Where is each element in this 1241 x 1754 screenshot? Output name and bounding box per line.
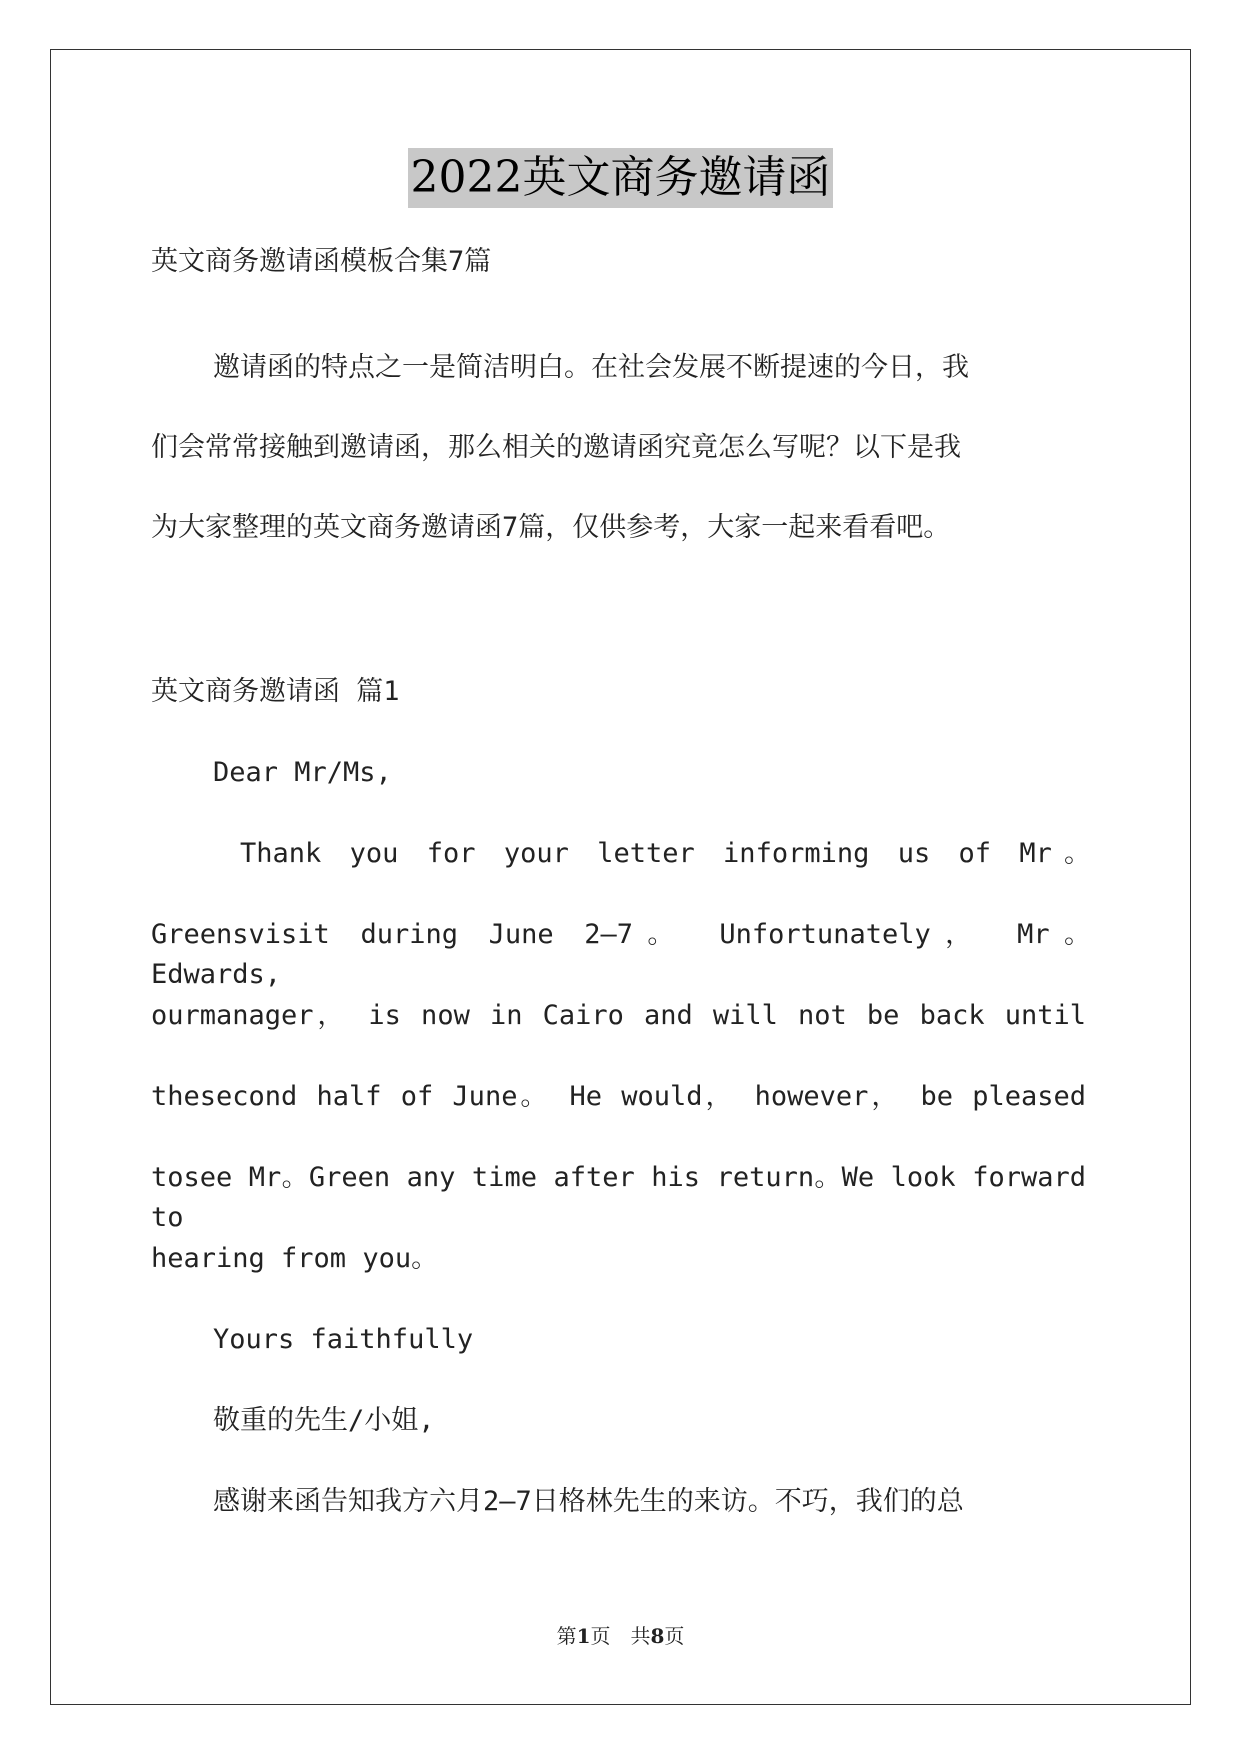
closing: Yours faithfully (213, 1324, 474, 1355)
page-footer (0, 1620, 1241, 1649)
document-title: 2022英文商务邀请函 (408, 148, 834, 208)
title-container (0, 148, 1241, 208)
greeting: Dear Mr/Ms, (213, 757, 392, 788)
footer-total-pages: 8 (650, 1624, 665, 1648)
section-heading: 英文商务邀请函 篇1 (151, 676, 400, 707)
cn-greeting: 敬重的先生/小姐, (213, 1405, 435, 1436)
page-border (50, 49, 1191, 1705)
footer-suffix: 页 (664, 1624, 685, 1648)
subtitle: 英文商务邀请函模板合集7篇 (151, 246, 492, 277)
body-line-5: tosee Mr。Green any time after his return。We look forward to (151, 1162, 1086, 1233)
cn-body-line: 感谢来函告知我方六月2—7日格林先生的来访。不巧，我们的总 (213, 1486, 964, 1517)
footer-mid: 页 共 (590, 1624, 651, 1648)
body-line-2: Greensvisit during June 2—7。 Unfortunately， Mr。 Edwards, (151, 919, 1091, 990)
body-line-4: thesecond half of June。 He would， however， be pleased (151, 1081, 1086, 1112)
intro-line-1: 邀请函的特点之一是简洁明白。在社会发展不断提速的今日，我 (213, 352, 969, 383)
body-line-1: Thank you for your letter informing us of Mr。 (240, 838, 1091, 869)
footer-page-number: 1 (576, 1624, 591, 1648)
body-line-6: hearing from you。 (151, 1243, 439, 1274)
body-line-3: ourmanager， is now in Cairo and will not be back until (151, 1000, 1086, 1031)
footer-prefix: 第 (556, 1624, 577, 1648)
intro-line-2: 们会常常接触到邀请函，那么相关的邀请函究竟怎么写呢？以下是我 (151, 432, 961, 463)
intro-line-3: 为大家整理的英文商务邀请函7篇，仅供参考，大家一起来看看吧。 (151, 512, 951, 543)
